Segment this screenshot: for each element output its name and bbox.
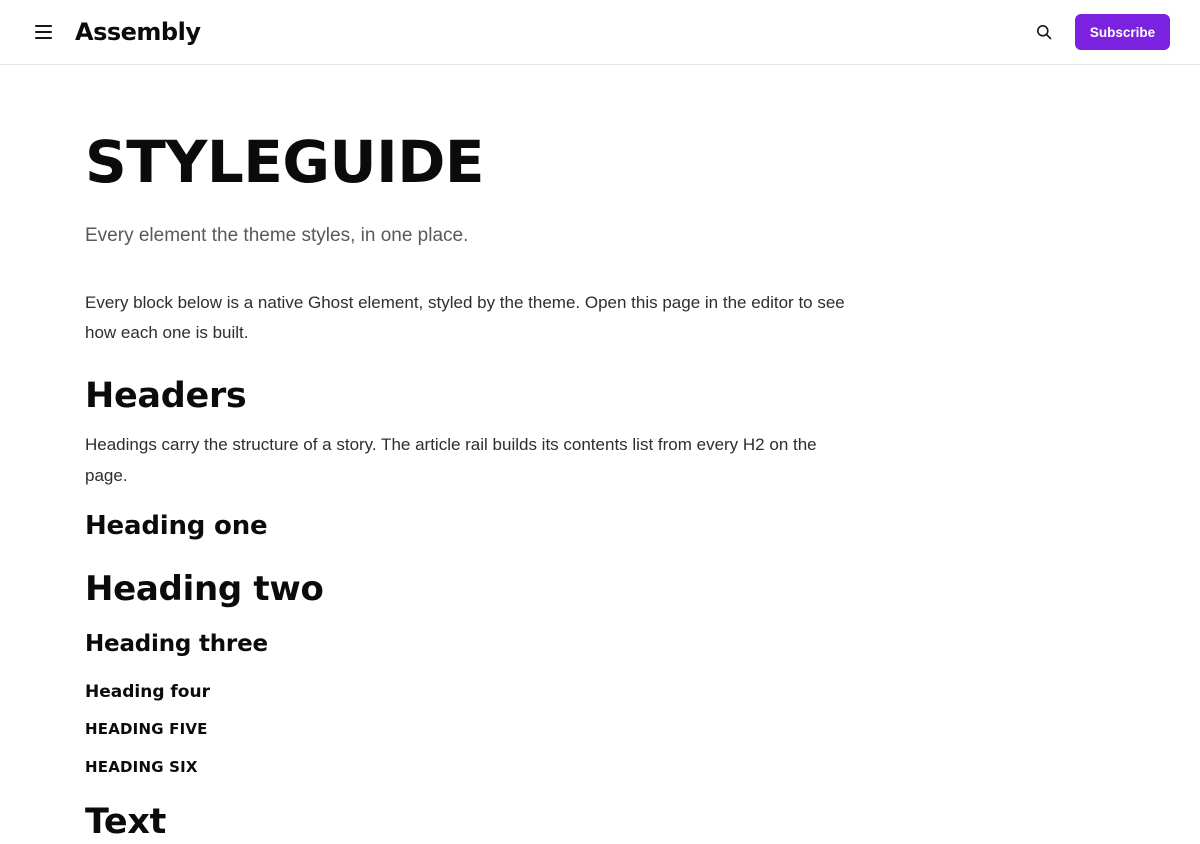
section-title-headers: Headers	[85, 376, 247, 416]
page-title: STYLEGUIDE	[85, 128, 484, 196]
site-header	[0, 0, 1200, 65]
search-icon[interactable]	[1030, 18, 1058, 46]
menu-bar	[35, 37, 52, 39]
section-title-text: Text	[85, 802, 167, 842]
heading-four-example: Heading four	[85, 682, 210, 702]
hamburger-menu-icon[interactable]	[28, 18, 58, 46]
site-logo[interactable]: Assembly	[75, 18, 201, 46]
heading-one-example: Heading one	[85, 511, 268, 541]
headers-description: Headings carry the structure of a story. The article rail builds its contents list from every H2 on the page.	[85, 435, 817, 485]
menu-bar	[35, 31, 52, 33]
heading-three-example: Heading three	[85, 631, 268, 657]
heading-six-example: HEADING SIX	[85, 758, 198, 776]
heading-five-example: HEADING FIVE	[85, 720, 208, 738]
page-excerpt: Every element the theme styles, in one place.	[85, 225, 469, 246]
heading-two-example: Heading two	[85, 569, 324, 609]
search-icon-glyph	[1036, 24, 1052, 40]
subscribe-button[interactable]: Subscribe	[1075, 14, 1170, 50]
intro-paragraph: Every block below is a native Ghost element, styled by the theme. Open this page in the editor to see how each one is built.	[85, 293, 845, 342]
menu-bar	[35, 25, 52, 27]
